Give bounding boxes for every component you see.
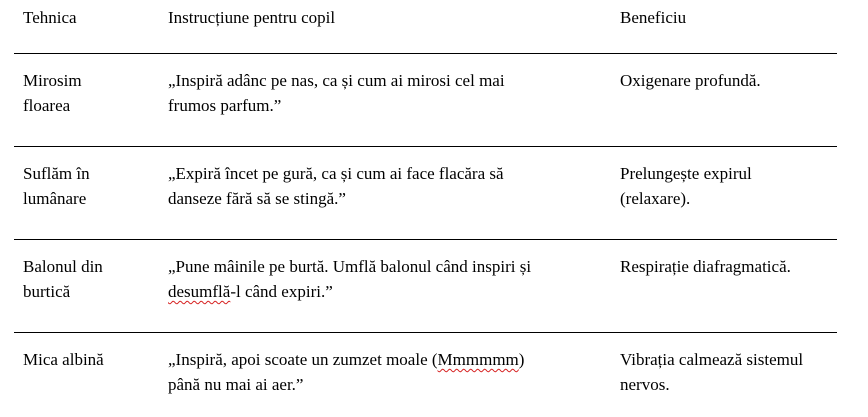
benefit-line: nervos.: [620, 375, 670, 394]
header-benefit: Beneficiu: [620, 8, 687, 27]
spellcheck-flagged-word[interactable]: desumflă: [168, 282, 231, 301]
instruction-cell: [168, 347, 608, 397]
benefit-cell: [620, 161, 860, 211]
instruction-cell: [168, 254, 608, 304]
row-divider: [14, 332, 837, 333]
technique-line: lumânare: [23, 189, 87, 208]
benefit-cell: [620, 347, 860, 397]
technique-cell: [23, 161, 153, 211]
instruction-line: „Inspiră adânc pe nas, ca și cum ai mirosi cel mai: [168, 71, 505, 90]
row-divider: [14, 146, 837, 147]
header-instruction: Instrucțiune pentru copil: [168, 8, 336, 27]
technique-cell: [23, 68, 153, 118]
benefit-line: Vibrația calmează sistemul: [620, 350, 804, 369]
benefit-line: Prelungește expirul: [620, 164, 752, 183]
instruction-line: până nu mai ai aer.”: [168, 375, 304, 394]
technique-line: Mica albină: [23, 350, 104, 369]
technique-line: Balonul din: [23, 257, 103, 276]
benefit-cell: [620, 254, 860, 279]
instruction-line: frumos parfum.”: [168, 96, 282, 115]
benefit-cell: [620, 68, 860, 93]
instruction-text: ): [518, 350, 525, 369]
technique-cell: [23, 254, 153, 304]
row-divider: [14, 239, 837, 240]
instruction-cell: [168, 68, 608, 118]
spellcheck-flagged-word[interactable]: Mmmmmm: [437, 350, 519, 369]
benefit-line: Respirație diafragmatică.: [620, 257, 791, 276]
benefit-line: (relaxare).: [620, 189, 691, 208]
instruction-line: „Expiră încet pe gură, ca și cum ai face flacăra să: [168, 164, 504, 183]
instruction-text: „Inspiră, apoi scoate un zumzet moale (: [168, 350, 438, 369]
instruction-line: danseze fără să se stingă.”: [168, 189, 346, 208]
technique-cell: [23, 347, 153, 372]
technique-line: floarea: [23, 96, 71, 115]
technique-line: burtică: [23, 282, 71, 301]
instruction-line: [168, 279, 608, 304]
instruction-line: „Pune mâinile pe burtă. Umflă balonul când inspiri și: [168, 257, 532, 276]
instruction-text: -l când expiri.”: [230, 282, 333, 301]
header-divider: [14, 53, 837, 54]
benefit-line: Oxigenare profundă.: [620, 71, 761, 90]
technique-line: Suflăm în: [23, 164, 90, 183]
instruction-cell: [168, 161, 608, 211]
instruction-line: [168, 347, 608, 372]
technique-line: Mirosim: [23, 71, 82, 90]
header-technique: Tehnica: [23, 8, 77, 27]
